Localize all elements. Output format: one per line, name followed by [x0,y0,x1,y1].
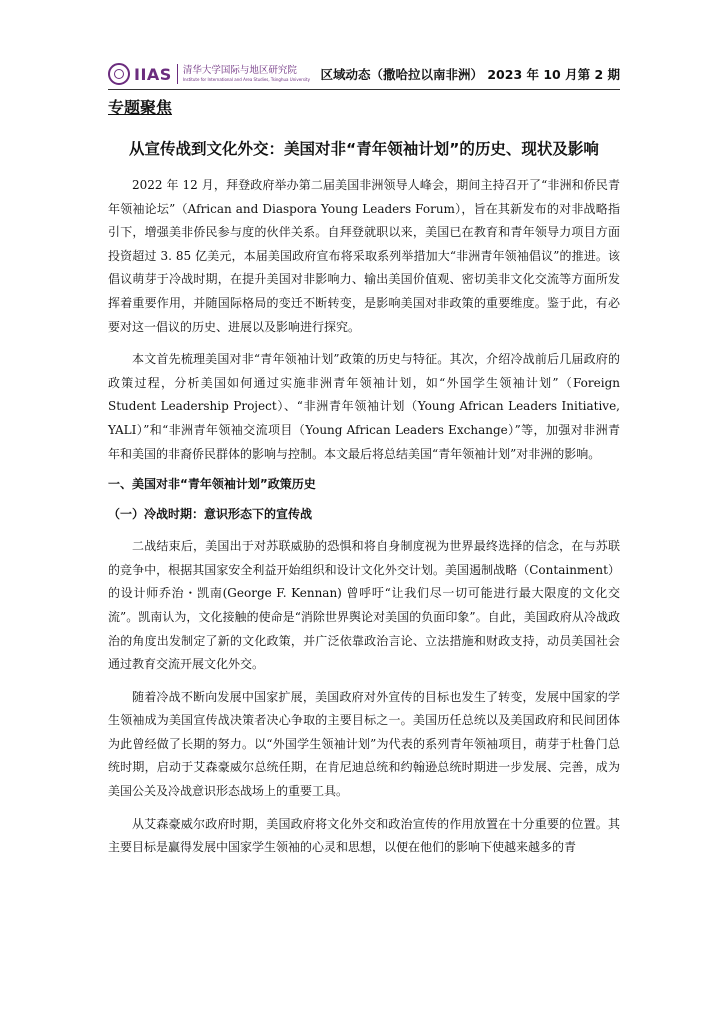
tsinghua-seal-icon [108,63,130,85]
logo-text-block [183,66,310,82]
logo-divider [177,64,178,84]
page-header [108,58,620,92]
logo-english-name: Institute for International and Area Studies, Tsinghua University [182,76,310,82]
section-label: 专题聚焦 [108,98,173,117]
paragraph-outline: 本文首先梳理美国对非“青年领袖计划”政策的历史与特征。其次，介绍冷战前后几届政府的政策过程，分析美国如何通过实施非洲青年领袖计划，如“外国学生领袖计划”（Foreign Student Leadership Project）、“非洲青年领袖计划（Young African Leaders Initiative, YALI）”和“非洲青年领袖交流项目（Young African Leaders Exchange）”等，加强对非洲青年和美国的非裔侨民群体的影响与控制。本文最后将总结美国“青年领袖计划”对非洲的影响。 [108,352,620,461]
paragraph-eisenhower: 从艾森豪威尔政府时期，美国政府将文化外交和政治宣传的作用放置在十分重要的位置。其主要目标是赢得发展中国家学生领袖的心灵和思想，以便在他们的影响下使越来越多的青 [108,816,620,855]
paragraph-cold-war: 二战结束后，美国出于对苏联威胁的恐惧和将自身制度视为世界最终选择的信念，在与苏联的竞争中，根据其国家安全利益开始组织和设计文化外交计划。美国遏制战略（Containment）的设计师乔治・凯南(George F. Kennan) 曾呼吁“让我们尽一切可能进行最大限度的文化交流”。凯南认为，文化接触的使命是“消除世界舆论对美国的负面印象”。自此，美国政府从冷战政治的角度出发制定了新的文化政策，并广泛依靠政治言论、立法措施和财政支持，动员美国社会通过教育交流开展文化外交。 [108,539,620,672]
paragraph-student-leaders: 随着冷战不断向发展中国家扩展，美国政府对外宣传的目标也发生了转变，发展中国家的学生领袖成为美国宣传战决策者决心争取的主要目标之一。美国历任总统以及美国政府和民间团体为此曾经做了长期的努力。以“外国学生领袖计划”为代表的系列青年领袖项目，萌芽于杜鲁门总统时期，启动于艾森豪威尔总统任期，在肯尼迪总统和约翰逊总统时期进一步发展、完善，成为美国公关及冷战意识形态战场上的重要工具。 [108,689,620,799]
article-title: 从宣传战到文化外交：美国对非“青年领袖计划”的历史、现状及影响 [129,140,599,158]
paragraph-intro: 2022 年 12 月，拜登政府举办第二届美国非洲领导人峰会，期间主持召开了“非洲和侨民青年领袖论坛”（African and Diaspora Young Leaders Forum），旨在其新发布的对非战略指引下，增强美非侨民参与度的伙伴关系。自拜登就职以来，美国已在教育和青年领导力项目方面投资超过 3. 85 亿美元，本届美国政府宣布将采取系列举措加大“非洲青年领袖倡议”的推进。该倡议萌芽于冷战时期，在提升美国对非影响力、输出美国价值观、密切美非文化交流等方面所发挥着重要作用，并随国际格局的变迁不断转变，是影响美国对非政策的重要维度。鉴于此，有必要对这一倡议的历史、进展以及影响进行探究。 [108,178,620,334]
section-heading: 一、美国对非“青年领袖计划”政策历史 [108,477,316,492]
subsection-heading: （一）冷战时期：意识形态下的宣传战 [108,507,313,522]
logo-chinese-name: 清华大学国际与地区研究院 [182,65,297,77]
institute-logo [108,60,310,88]
page-content [108,94,620,869]
logo-iias-text: IIAS [134,64,172,84]
issue-info: 区域动态（撒哈拉以南非洲） 2023 年 10 月第 2 期 [320,67,620,82]
header-rule [108,89,620,90]
